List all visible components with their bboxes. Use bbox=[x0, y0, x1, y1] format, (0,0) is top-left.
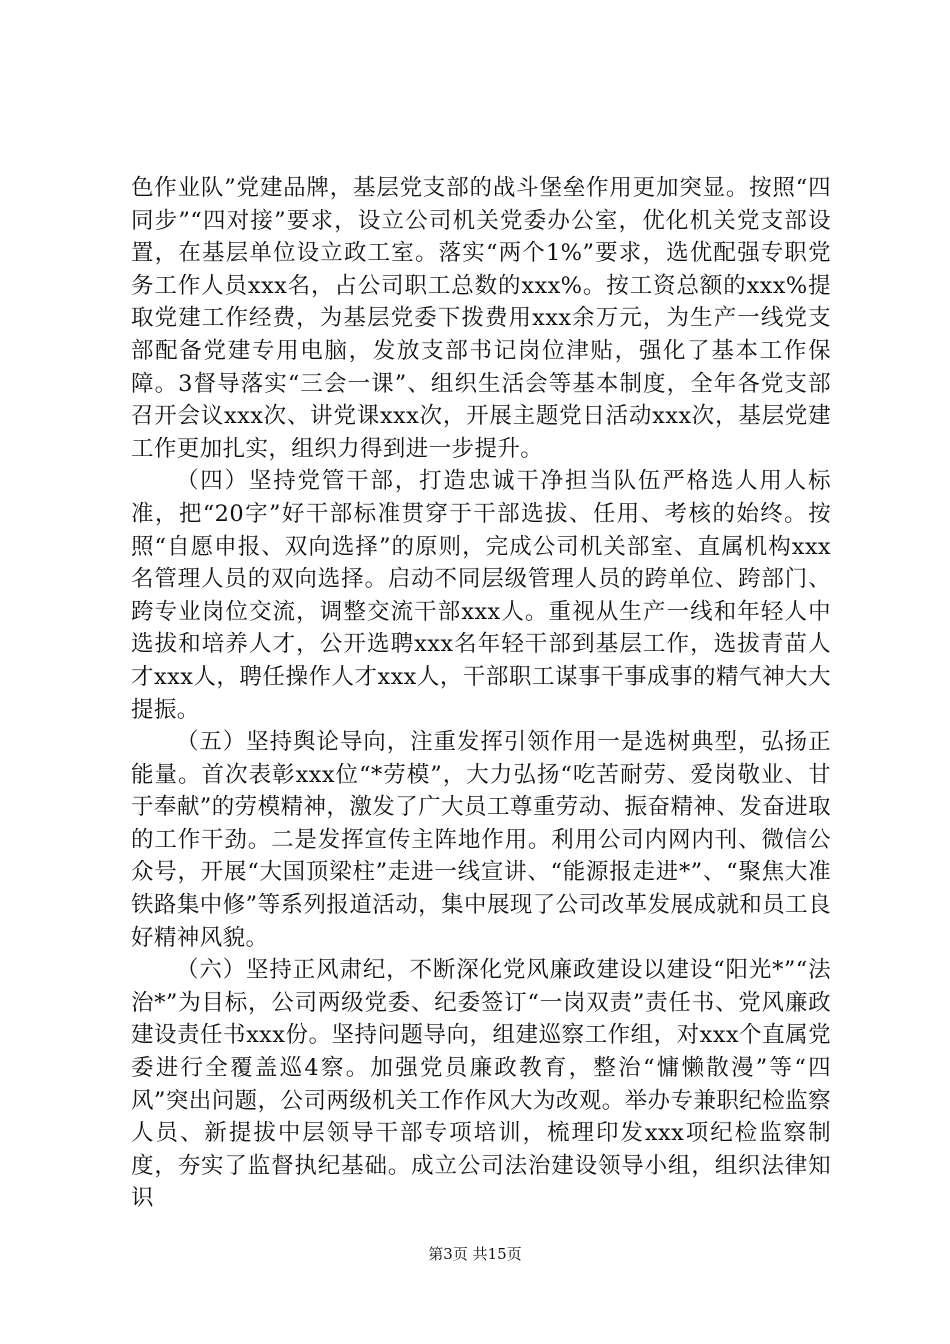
paragraph-4: （六）坚持正风肃纪，不断深化党风廉政建设以建设“阳光*”“法治*”为目标，公司两级党委、纪委签订“一岗双责”责任书、党风廉政建设责任书xxx份。坚持问题导向，组建巡察工作组，对xxx个直属党委进行全覆盖巡4察。加强党员廉政教育，整治“慵懒散漫”等“四风”突出问题，公司两级机关工作作风大为改观。举办专兼职纪检监察人员、新提拔中层领导干部专项培训，梳理印发xxx项纪检监察制度，夯实了监督执纪基础。成立公司法治建设领导小组，组织法律知识 bbox=[131, 957, 831, 1212]
paragraph-3: （五）坚持舆论导向，注重发挥引领作用一是选树典型，弘扬正能量。首次表彰xxx位“*劳模”，大力弘扬“吃苦耐劳、爱岗敬业、甘于奉献”的劳模精神，激发了广大员工尊重劳动、振奋精神、发奋进取的工作干劲。二是发挥宣传主阵地作用。利用公司内网内刊、微信公众号，开展“大国顶梁柱”走进一线宣讲、“能源报走进*”、“聚焦大准铁路集中修”等系列报道活动，集中展现了公司改革发展成就和员工良好精神风貌。 bbox=[131, 729, 831, 951]
paragraph-1: 色作业队”党建品牌，基层党支部的战斗堡垒作用更加突显。按照“四同步”“四对接”要求，设立公司机关党委办公室，优化机关党支部设置，在基层单位设立政工室。落实“两个1%”要求，选优配强专职党务工作人员xxx名，占公司职工总数的xxx%。按工资总额的xxx%提取党建工作经费，为基层党委下拨费用xxx余万元，为生产一线党支部配备党建专用电脑，发放支部书记岗位津贴，强化了基本工作保障。3督导落实“三会一课”、组织生活会等基本制度，全年各党支部召开会议xxx次、讲党课xxx次，开展主题党日活动xxx次，基层党建工作更加扎实，组织力得到进一步提升。 bbox=[131, 175, 831, 462]
document-body bbox=[131, 172, 831, 1215]
paragraph-2: （四）坚持党管干部，打造忠诚干净担当队伍严格选人用人标准，把“20字”好干部标准贯穿于干部选拔、任用、考核的始终。按照“自愿申报、双向选择”的原则，完成公司机关部室、直属机构xxx名管理人员的双向选择。启动不同层级管理人员的跨单位、跨部门、跨专业岗位交流，调整交流干部xxx人。重视从生产一线和年轻人中选拔和培养人才，公开选聘xxx名年轻干部到基层工作，选拔青苗人才xxx人，聘任操作人才xxx人，干部职工谋事干事成事的精气神大大提振。 bbox=[131, 468, 831, 723]
page-footer bbox=[0, 1244, 950, 1264]
page-number: 第3页 共15页 bbox=[428, 1245, 522, 1263]
